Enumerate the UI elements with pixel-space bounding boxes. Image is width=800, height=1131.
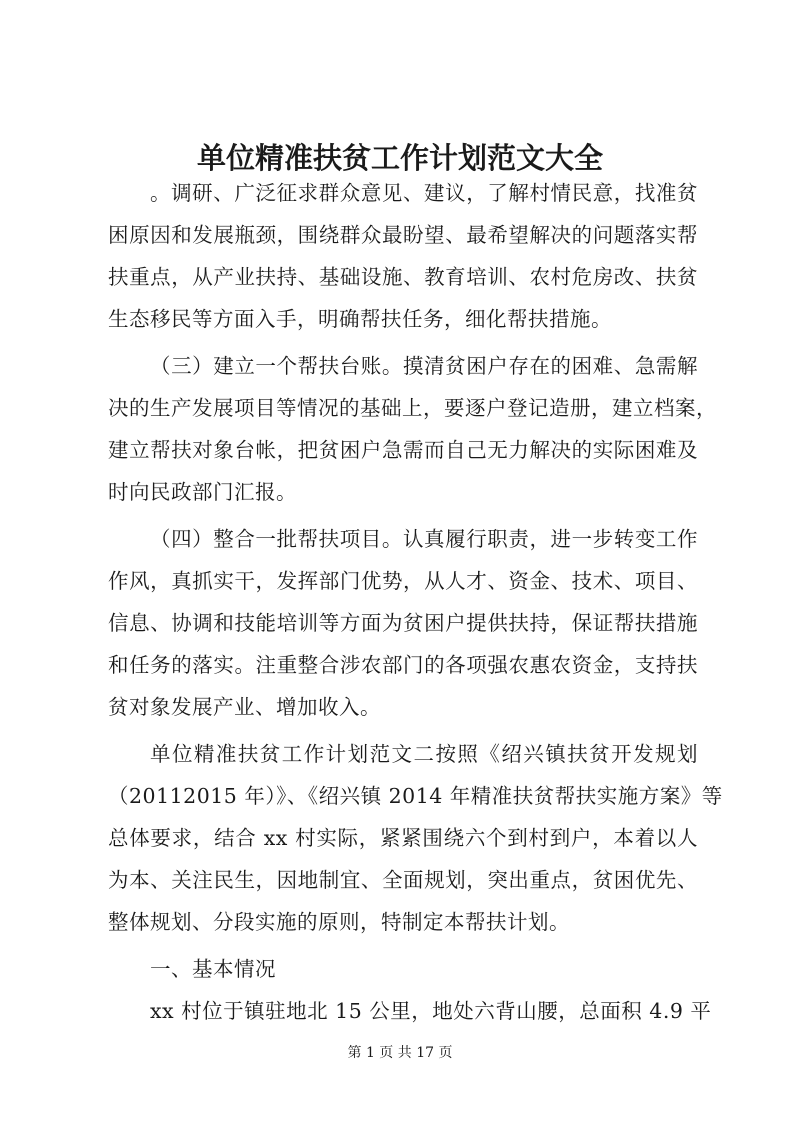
body-line: 时向民政部门汇报。 bbox=[108, 480, 297, 504]
page-indicator: 第 1 页 共 17 页 bbox=[347, 1045, 453, 1061]
body-line: （四）整合一批帮扶项目。认真履行职责，进一步转变工作 bbox=[150, 527, 698, 551]
body-line: （20112015 年）》、《绍兴镇 2014 年精准扶贫帮扶实施方案》等 bbox=[108, 784, 723, 808]
body-line: 整体规划、分段实施的原则，特制定本帮扶计划。 bbox=[108, 910, 570, 934]
body-line: 扶重点，从产业扶持、基础设施、教育培训、农村危房改、扶贫 bbox=[108, 265, 698, 289]
body-line: 建立帮扶对象台帐，把贫困户急需而自己无力解决的实际困难及 bbox=[108, 438, 698, 462]
body-line: 信息、协调和技能培训等方面为贫困户提供扶持，保证帮扶措施 bbox=[108, 611, 698, 635]
section-heading: 一、基本情况 bbox=[150, 957, 276, 981]
body-line: xx 村位于镇驻地北 15 公里，地处六背山腰，总面积 4.9 平 bbox=[150, 999, 712, 1023]
body-line: 生态移民等方面入手，明确帮扶任务，细化帮扶措施。 bbox=[108, 307, 612, 331]
document-title: 单位精准扶贫工作计划范文大全 bbox=[196, 141, 603, 175]
body-line: （三）建立一个帮扶台账。摸清贫困户存在的困难、急需解 bbox=[150, 354, 698, 378]
body-line: 作风，真抓实干，发挥部门优势，从人才、资金、技术、项目、 bbox=[108, 569, 698, 593]
body-line: 。调研、广泛征求群众意见、建议，了解村情民意，找准贫 bbox=[150, 181, 698, 205]
body-line: 困原因和发展瓶颈，围绕群众最盼望、最希望解决的问题落实帮 bbox=[108, 223, 698, 247]
body-line: 单位精准扶贫工作计划范文二按照《绍兴镇扶贫开发规划 bbox=[150, 742, 698, 766]
body-line: 总体要求，结合 xx 村实际，紧紧围绕六个到村到户，本着以人 bbox=[108, 826, 698, 850]
body-line: 贫对象发展产业、增加收入。 bbox=[108, 695, 381, 719]
body-line: 和任务的落实。注重整合涉农部门的各项强农惠农资金，支持扶 bbox=[108, 653, 698, 677]
body-line: 为本、关注民生，因地制宜、全面规划，突出重点，贫困优先、 bbox=[108, 868, 698, 892]
body-line: 决的生产发展项目等情况的基础上，要逐户登记造册，建立档案， bbox=[108, 396, 717, 420]
